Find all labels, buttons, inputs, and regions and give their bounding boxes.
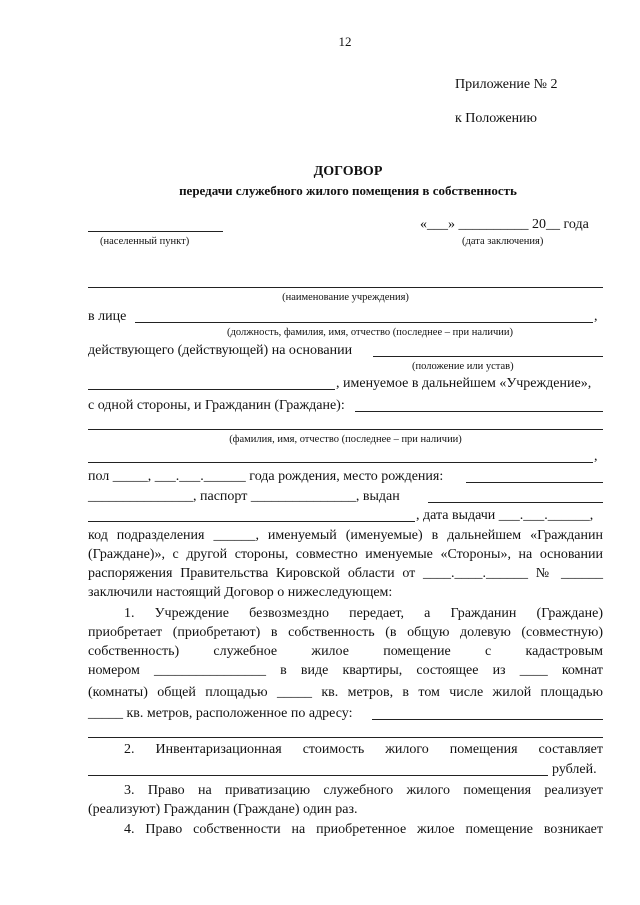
concluded-line: заключили настоящий Договор о нижеследующем: (88, 585, 393, 600)
clause-3-line-1: 3. Право на приватизацию служебного жилого помещения реализует (124, 783, 603, 798)
settlement-caption: (населенный пункт) (100, 236, 190, 247)
appendix-number: Приложение № 2 (455, 77, 558, 92)
rubles-label: рублей. (552, 762, 597, 777)
appendix-reference: к Положению (455, 111, 538, 126)
citizen-field-3 (88, 462, 593, 463)
clause-4-line-1: 4. Право собственности на приобретенное жилое помещение возникает (124, 822, 603, 837)
document-title: ДОГОВОР (313, 164, 383, 179)
clause-2-line-1: 2. Инвентаризационная стоимость жилого помещения составляет (124, 742, 603, 757)
clause-1-line-4: номером ________________ в виде квартиры, состоящее из ____ комнат (88, 663, 603, 678)
page-number: 12 (338, 34, 352, 49)
contract-date-caption: (дата заключения) (462, 236, 544, 247)
value-field (88, 775, 548, 776)
order-line: распоряжения Правительства Кировской области от ____.____.______ № ______ (88, 566, 603, 581)
sex-birth-line: пол _____, ___.___.______ года рождения, место рождения: (88, 469, 444, 484)
division-code-line: код подразделения ______, именуемый (именуемые) в дальнейшем «Гражданин (88, 528, 603, 543)
basis-caption: (положение или устав) (412, 361, 514, 372)
in-person-label: в лице (88, 309, 127, 324)
clause-1-line-6: _____ кв. метров, расположенное по адресу: (88, 706, 353, 721)
address-field-2 (88, 737, 603, 738)
document-page: 12 Приложение № 2 к Положению ДОГОВОР передачи служебного жилого помещения в собственность (населенный пункт) «___» __________ 20__ года (дата заключения) (наименование учреждения) в лице , (должность, фамилия, имя, отчество (последнее – при наличии) действующего (действующей) на основании (положение или устав) , именуемое в дальнейшем «Учреждение», с одной стороны, и Гражданин (Граждане): (фамилия, имя, отчество (последнее – при наличии) , пол _____, ___.___.______ года рождения, место рождения: _______________, паспорт _______________, выдан , дата выдачи ___.___.______, код подразделения ______, именуемый (именуемые) в дальнейшем «Гражданин (Граждане)», с другой стороны, совместно именуемые «Стороны», на основании распоряжения Правительства Кировской области от ____.____.______ № ______ заключили настоящий Договор о нижеследующем: 1. Учреждение безвозмездно передает, а Гражданин (Граждане) приобретает (приобретают) в собственность (в общую долевую (совместную) собственность) служебное жилое помещение с кадастровым номером ________________ в виде квартиры, состоящее из ____ комнат (комнаты) общей площадью _____ кв. метров, в том числе жилой площадью _____ кв. метров, расположенное по адресу: 2. Инвентаризационная стоимость жилого помещения составляет рублей. 3. Право на приватизацию служебного жилого помещения реализует (реализуют) Гражданин (Граждане) один раз. 4. Право собственности на приобретенное жилое помещение возникает (0, 0, 640, 905)
institution-field (88, 287, 603, 288)
basis-continuation-field (88, 389, 335, 390)
address-field-1 (372, 719, 603, 720)
birthplace-field (466, 482, 603, 483)
citizen-field-2 (88, 429, 603, 430)
issued-by-continuation-field (88, 521, 415, 522)
contract-date: «___» __________ 20__ года (420, 217, 589, 232)
issue-date-line: , дата выдачи ___.___.______, (416, 508, 594, 523)
document-subtitle: передачи служебного жилого помещения в собственность (179, 183, 517, 198)
parties-line: (Граждане)», с другой стороны, совместно именуемые «Стороны», на основании (88, 547, 603, 562)
position-caption: (должность, фамилия, имя, отчество (последнее – при наличии) (227, 327, 513, 338)
clause-1-line-3: собственность) служебное жилое помещение с кадастровым (88, 644, 603, 659)
clause-1-line-1: 1. Учреждение безвозмездно передает, а Гражданин (Граждане) (124, 606, 603, 621)
passport-line: _______________, паспорт _______________, выдан (88, 489, 400, 504)
clause-1-line-2: приобретает (приобретают) в собственность (в общую долевую (совместную) (88, 625, 603, 640)
citizen-caption: (фамилия, имя, отчество (последнее – при наличии) (229, 434, 462, 445)
citizen-field-1 (355, 411, 603, 412)
clause-1-line-5: (комнаты) общей площадью _____ кв. метров, в том числе жилой площадью (88, 685, 603, 700)
position-field (135, 322, 593, 323)
acting-basis-label: действующего (действующей) на основании (88, 343, 353, 358)
settlement-field (88, 231, 223, 232)
clause-3-line-2: (реализуют) Гражданин (Граждане) один раз. (88, 802, 358, 817)
institution-naming: , именуемое в дальнейшем «Учреждение», (336, 376, 592, 391)
basis-field (373, 356, 603, 357)
issued-by-field (428, 502, 603, 503)
one-side-label: с одной стороны, и Гражданин (Граждане): (88, 398, 345, 413)
institution-caption: (наименование учреждения) (282, 292, 409, 303)
